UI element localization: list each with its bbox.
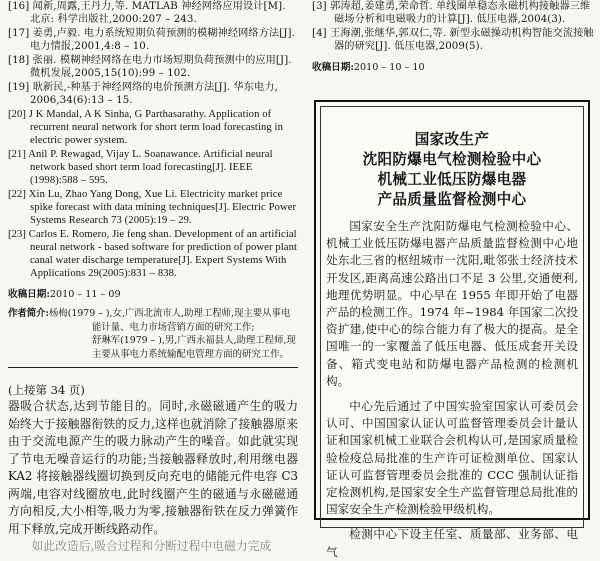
announcement-paragraph: 检测中心下设主任室、质量部、业务部、电气 — [326, 527, 578, 559]
received-date — [8, 288, 298, 301]
section-divider — [8, 367, 298, 368]
announcement-inner-border — [320, 106, 584, 528]
title-line-3: 机械工业低压防爆电器 — [377, 171, 527, 188]
body-paragraph: 器吸合状态,达到节能目的。同时,永磁磁通产生的吸力始终大于接触器衔铁的反力,这样也就消除了接触器原来由于交流电源产生的吸力脉动产生的噪音。如此就实现了节电无噪音运行的功能;当接触器释放时,利用继电器 KA2 将接触器线圈切换到反向充电的储能元件电容 C3 两端,电容对线圈放电,此时线圈产生的磁通与永磁磁通方向相反,大小相等,吸力为零,接触器衔铁在反力弹簧作用下释放,完成开断线路动作。 — [8, 399, 298, 536]
reference-item: [20] J K Mandal, A K Sinha, G Parthasarathy. Application of recurrent neural network for short term load forecasting in electric power system. — [8, 109, 283, 146]
continued-from: (上接第 34 页) — [8, 383, 85, 397]
author-1-text: 杨梅(1979 – ),女,广西北流市人,助理工程师,现主要从事电能计量、电力市场营销方面的研究工作; — [48, 308, 291, 333]
reference-item: [21] Anil P. Rewagad, Vijay L. Soanawance. Artificial neural network based short term load forecasting[J]. IEEE (1998):588 – 595. — [8, 149, 273, 186]
announcement-paragraph: 国家安全生产沈阳防爆电气检测检验中心、机械工业低压防爆电器产品质量监督检测中心地处东北三省的枢纽城市一沈阳,毗邻张士经济技术开发区,距离高速公路出口不足 3 公里,交通便利,地理优势明显。中心早在 1955 年即开始了电器产品的检测工作。1974 年~1984 年国家二次投资扩建,使中心的综合能力有了极大的提高。是全国唯一的一家覆盖了低压电器、低压成套开关设备、箱式变电站和防爆电器产品检测的检测机构。 — [326, 219, 578, 388]
author-bio-2: 舒琳军(1979 – ),男,广西永福县人,助理工程师,现主要从事电力系统输配电管理方面的研究工作。 — [92, 335, 296, 360]
left-column — [8, 0, 298, 556]
announcement-paragraph: 中心先后通过了中国实验室国家认可委员会认可、中国国家认证认可监督管理委员会计量认证和国家机械工业联合会机构认可,是国家质量检验检疫总局批准的生产许可证检测单位、国家认证认可监督管理委员会批准的 CCC 强制认证指定检测机构,是国家安全生产监督管理总局批准的国家安全生产检测检验甲级机构。 — [326, 399, 578, 517]
right-column — [312, 0, 594, 74]
received-label: 收稿日期: — [8, 289, 50, 300]
title-line-2: 沈阳防爆电气检测检验中心 — [362, 151, 542, 168]
announcement-box — [314, 100, 590, 559]
reference-list-right — [312, 0, 594, 53]
author-bio-1 — [8, 307, 298, 334]
authors-label: 作者简介: — [8, 308, 49, 319]
reference-list — [8, 0, 298, 280]
received-value: 2010 – 11 – 09 — [49, 289, 121, 300]
reference-item: [23] Carlos E. Romero, Jie feng shan. Development of an artificial neural network - based software for prediction of power plant canal water discharge temperature[J]. Expert Systems With Applications 29(2005):831 – 838. — [8, 229, 298, 279]
reference-item: [3] 郭涛超,姜建勇,荣命哲. 单线圈单稳态永磁机构接触器三维磁场分析和电磁吸力的计算[J]. 低压电器,2004(3). — [312, 1, 591, 25]
received-value-right: 2010 – 10 – 10 — [353, 62, 425, 73]
title-line-4: 产品质量监督检测中心 — [377, 191, 527, 208]
reference-item: [19] 耿新民,-种基于神经网络的电价预测方法[J]. 华东电力, 2006,34(6):13 – 15. — [8, 82, 278, 106]
title-line-1: 国家改生产 — [414, 131, 490, 148]
received-label-right: 收稿日期: — [312, 62, 354, 73]
reference-item: [18] 张丽. 模糊神经网络在电力市场短期负荷预测中的应用[J]. 微机发展,2005,15(10):99 – 102. — [8, 55, 292, 79]
reference-item: [22] Xin Lu, Zhao Yang Dong, Xue Li. Electricity market price spike forecast with data mining techniques[J]. Electric Power Systems Research 73 (2005):19 – 29. — [8, 189, 297, 226]
reference-item: [17] 姜勇,卢毅. 电力系统短期负荷预测的模糊神经网络方法[J]. 电力情报,2001,4:8 – 10. — [8, 28, 295, 52]
reference-item: [4] 王海潮,张继华,郭双仁,等. 新型永磁操动机构智能交流接触器的研究[J]. 低压电器,2009(5). — [312, 28, 594, 52]
reference-item: [16] 闻新,周露,王丹力,等. MATLAB 神经网络应用设计[M]. 北京: 科学出版社,2000:207 – 243. — [8, 1, 286, 25]
received-date-right — [312, 61, 594, 74]
body-paragraph-cut: 如此改造后,吸合过程和分断过程中电磁力完成 — [31, 539, 272, 553]
